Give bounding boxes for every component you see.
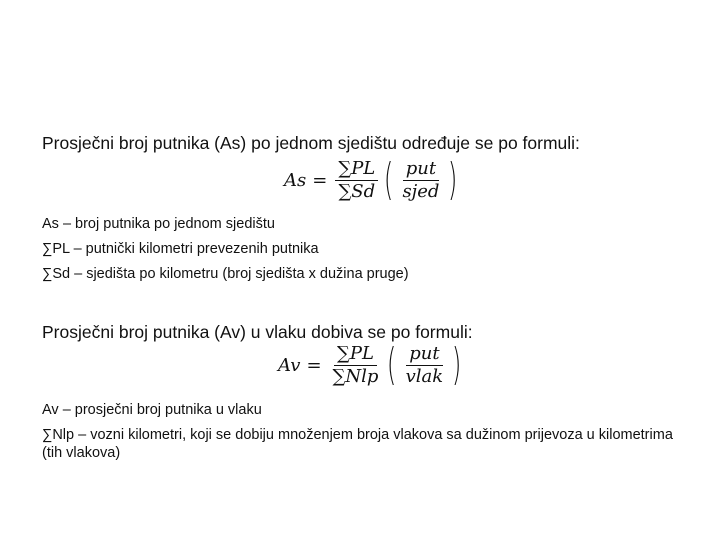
heading-av-formula: Prosječni broj putnika (Av) u vlaku dobiva se po formuli: (42, 322, 473, 342)
definition-as: As – broj putnika po jednom sjedištu (42, 216, 275, 232)
formula-as-unit-denominator: sjed (402, 180, 440, 202)
formula-as-equals: = (312, 169, 328, 191)
formula-as-numerator: ∑PL (335, 159, 378, 181)
formula-av-main-fraction (330, 344, 382, 387)
formula-as-paren-close: ) (448, 154, 458, 205)
formula-av-numerator: ∑PL (334, 344, 377, 366)
definition-av: Av – prosječni broj putnika u vlaku (42, 402, 262, 418)
formula-as (284, 154, 462, 205)
formula-av-equals: = (306, 354, 322, 376)
formula-av-paren-close: ) (452, 339, 462, 390)
formula-as-unit-fraction (399, 159, 442, 202)
definition-sum-sd: ∑Sd – sjedišta po kilometru (broj sjedišta x dužina pruge) (42, 266, 409, 282)
formula-as-unit-numerator: put (403, 159, 439, 181)
formula-as-denominator: ∑Sd (338, 180, 376, 202)
definition-sum-nlp: ∑Nlp – vozni kilometri, koji se dobiju množenjem broja vlakova sa dužinom prijevoza u kilometrima (tih vlakova) (42, 427, 673, 461)
formula-av-unit-numerator: put (406, 344, 442, 366)
formula-av-lhs: Av (278, 354, 301, 376)
definition-sum-pl: ∑PL – putnički kilometri prevezenih putnika (42, 241, 319, 257)
formula-av (278, 339, 465, 390)
formula-as-main-fraction (335, 159, 378, 202)
formula-av-unit-denominator: vlak (405, 365, 444, 387)
formula-av-unit-fraction (403, 344, 447, 387)
formula-as-paren-open: ( (384, 154, 394, 205)
formula-av-denominator: ∑Nlp (332, 365, 379, 387)
formula-as-lhs: As (284, 169, 307, 191)
formula-av-paren-open: ( (387, 339, 397, 390)
heading-as-formula: Prosječni broj putnika (As) po jednom sjedištu određuje se po formuli: (42, 133, 580, 153)
